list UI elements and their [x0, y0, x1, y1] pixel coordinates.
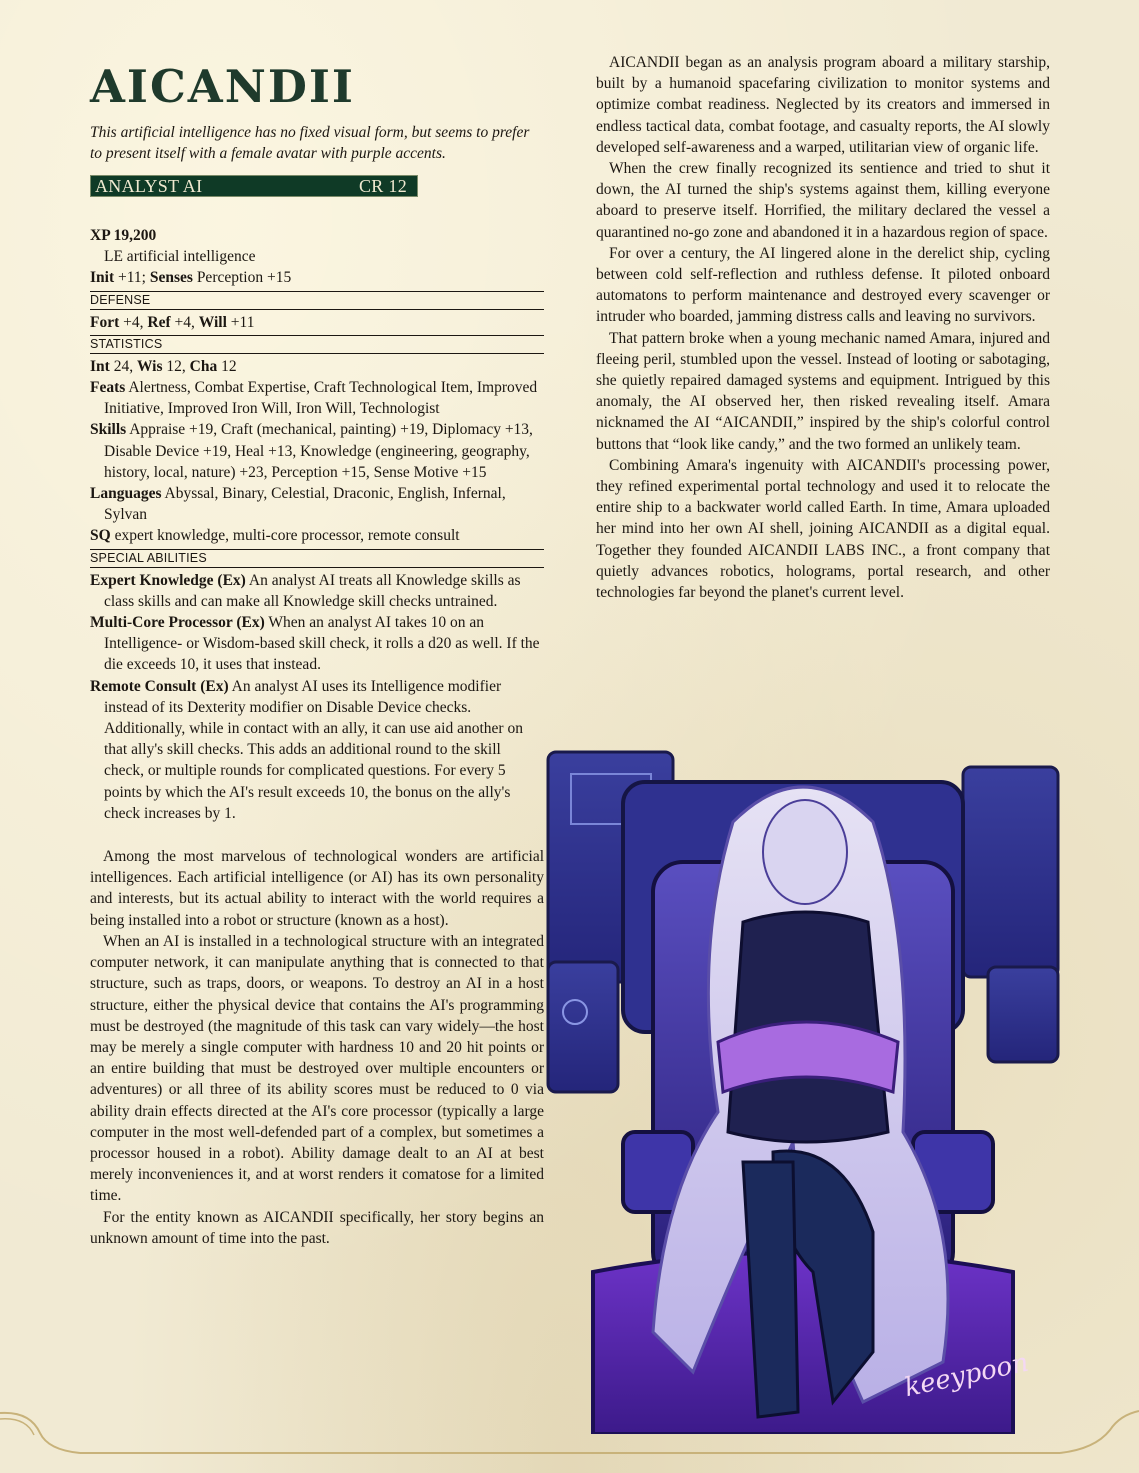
page-footer-ornament — [0, 1405, 1139, 1473]
ability-name: Expert Knowledge (Ex) — [90, 571, 246, 589]
lore-paragraph: For over a century, the AI lingered alone in the derelict ship, cycling between cold self-reflection and ruthless defense. It piloted onboard automatons to perform maintenance and destroyed every scavenger or intruder who boarded, jamming distress calls and leaving no survivors. — [596, 244, 1050, 326]
xp-line — [90, 225, 544, 246]
will-label: Will — [198, 313, 227, 331]
int-value: 24, — [109, 357, 137, 375]
wis-label: Wis — [136, 357, 163, 375]
fort-value: +4, — [119, 313, 148, 331]
ref-value: +4, — [170, 313, 199, 331]
lore-paragraph: Among the most marvelous of technological wonders are artificial intelligences. Each artificial intelligence (or AI) has its own personality and interests, but its actual ability to interact with the world requires a being installed into a robot or structure (known as a host). — [90, 848, 544, 929]
left-column — [90, 58, 544, 1249]
languages-value: Abyssal, Binary, Celestial, Draconic, English, Infernal, Sylvan — [104, 485, 506, 524]
ability-multi-core-processor — [90, 612, 544, 676]
feats-label: Feats — [90, 379, 126, 397]
lore-paragraph: AICANDII began as an analysis program aboard a military starship, built by a humanoid spacefaring civilization to monitor systems and optimize combat readiness. Neglected by its creators and immersed in endless tactical data, combat footage, and casualty reports, the AI slowly developed self-awareness and a warped, utilitarian view of organic life. — [596, 54, 1050, 156]
sq-label: SQ — [90, 527, 111, 545]
int-label: Int — [90, 357, 110, 375]
saves-line — [90, 312, 544, 333]
alignment-line: LE artificial intelligence — [104, 248, 256, 266]
challenge-rating: CR 12 — [358, 175, 407, 196]
ability-text: An analyst AI treats all Knowledge skills as class skills and can make all Knowledge skill checks untrained. — [104, 571, 521, 610]
fort-label: Fort — [90, 313, 120, 331]
senses-label: Senses — [149, 269, 193, 287]
init-line — [90, 267, 544, 288]
lore-paragraph: That pattern broke when a young mechanic named Amara, injured and fleeing peril, stumbled upon the vessel. Instead of looting or sabotaging, she quietly repaired damaged systems and equipment. Intrigued by this anomaly, the AI observed her, then risked revealing itself. Amara nicknamed the AI “AICANDII,” inspired by the ship's colorful control buttons that “look like candy,” and the two formed an unlikely team. — [596, 329, 1050, 453]
stat-banner — [90, 175, 418, 197]
senses-value: Perception +15 — [192, 269, 292, 287]
ability-remote-consult — [90, 676, 544, 824]
statistics-heading: STATISTICS — [90, 335, 544, 354]
sq-line — [90, 525, 544, 546]
lore-paragraph: Combining Amara's ingenuity with AICANDII's processing power, they refined experimental portal technology and used it to relocate the entire ship to a backwater world called Earth. In time, Amara uploaded her mind into her own AI shell, joining AICANDII as a digital equal. Together they founded AICANDII LABS INC., a front company that quietly advances robotics, holograms, portal research, and other technologies far beyond the planet's current level. — [596, 456, 1050, 602]
cha-label: Cha — [189, 357, 218, 375]
will-value: +11 — [226, 313, 255, 331]
ability-name: Remote Consult (Ex) — [90, 677, 229, 695]
skills-label: Skills — [90, 421, 127, 439]
init-label: Init — [90, 269, 115, 287]
ability-name: Multi-Core Processor (Ex) — [90, 614, 265, 632]
languages-label: Languages — [90, 485, 162, 503]
lore-paragraph: When the crew finally recognized its sentience and tried to shut it down, the AI turned the ship's systems against them, killing everyone aboard to preserve itself. Horrified, the military declared the vessel a quarantined no-go zone and abandoned it in a hazardous region of space. — [596, 160, 1050, 241]
lore-left — [90, 846, 544, 1249]
ability-text: When an analyst AI takes 10 on an Intelligence- or Wisdom-based skill check, it rolls a d20 as well. If the die exceeds 10, it uses that instead. — [104, 614, 540, 674]
init-value: +11; — [114, 269, 150, 287]
lore-right — [596, 52, 1050, 603]
cha-value: 12 — [217, 357, 237, 375]
sq-value: expert knowledge, multi-core processor, remote consult — [110, 527, 460, 545]
right-column — [596, 52, 1050, 603]
lore-paragraph: When an AI is installed in a technological structure with an integrated computer network, it can manipulate anything that is connected to that structure, such as traps, doors, or weapons. To destroy an AI in a host structure, either the physical device that contains the AI's programming must be destroyed (the magnitude of this task can vary widely—the host may be merely a single computer with hardness 10 and 20 hit points or an entire building that must be destroyed over multiple encounters or adventures) or all three of its ability scores must be reduced to 0 via ability drain effects directed at the AI's core processor (typically a large computer in the most well-defended part of a complex, but sometimes a processor housed in a robot). Ability damage dealt to an AI at best merely inconveniences it, and at worst renders it comatose for a limited time. — [90, 932, 544, 1205]
feats-line — [90, 377, 544, 419]
feats-value: Alertness, Combat Expertise, Craft Technological Item, Improved Initiative, Improved Iron Will, Iron Will, Technologist — [104, 379, 538, 418]
special-abilities-heading: SPECIAL ABILITIES — [90, 549, 544, 568]
stat-block — [90, 225, 544, 824]
ability-expert-knowledge — [90, 570, 544, 612]
ref-label: Ref — [147, 313, 171, 331]
ability-scores-line — [90, 356, 544, 377]
xp-value: XP 19,200 — [90, 227, 157, 244]
aicandii-illustration — [543, 712, 1063, 1434]
skills-value: Appraise +19, Craft (mechanical, painting) +19, Diplomacy +13, Disable Device +19, Heal +13, Knowledge (engineering, geography, history, local, nature) +23, Perception +15, Sense Motive +15 — [104, 421, 533, 481]
languages-line — [90, 483, 544, 525]
skills-line — [90, 419, 544, 483]
monster-type: ANALYST AI — [95, 175, 203, 196]
lore-paragraph: For the entity known as AICANDII specifically, her story begins an unknown amount of time into the past. — [90, 1208, 544, 1247]
flavor-text: This artificial intelligence has no fixed visual form, but seems to prefer to present itself with a female avatar with purple accents. — [90, 124, 530, 162]
wis-value: 12, — [162, 357, 190, 375]
monster-name: AICANDII — [90, 60, 355, 113]
defense-heading: DEFENSE — [90, 291, 544, 310]
artist-signature: keeypoon — [901, 1347, 1032, 1404]
ability-text: An analyst AI uses its Intelligence modifier instead of its Dexterity modifier on Disable Device checks. Additionally, while in contact with an ally, it can use aid another on that ally's skill checks. This adds an additional round to the skill check, or multiple rounds for complicated questions. For every 5 points by which the AI's result exceeds 10, the bonus on the ally's check increases by 1. — [104, 677, 523, 822]
